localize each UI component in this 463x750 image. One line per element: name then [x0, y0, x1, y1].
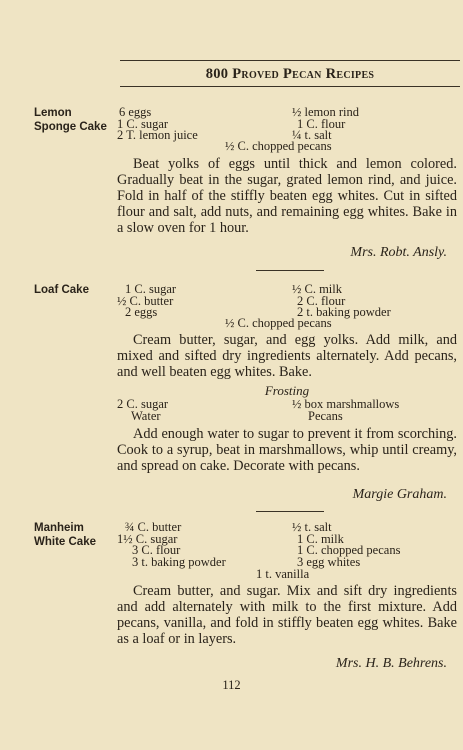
ingredient: 1½ C. sugar [117, 531, 178, 546]
ingredient: 3 t. baking powder [132, 554, 226, 569]
ingredient: 2 t. baking powder [297, 305, 391, 319]
separator [256, 270, 324, 271]
recipe-title-line: Lemon [34, 107, 72, 119]
recipe-instructions: Cream butter, sugar, and egg yolks. Add milk, and mixed and sifted dry ingredients alternately. Add pecans, and well beaten egg whites. Bake. [117, 332, 457, 380]
recipe-title-line: White Cake [34, 536, 96, 548]
ingredient-list-right [292, 522, 400, 568]
frosting-heading: Frosting [264, 383, 310, 398]
ingredient: 3 egg whites [297, 554, 361, 569]
header-rule-top [120, 60, 460, 61]
ingredient: ½ C. butter [117, 293, 174, 308]
ingredient: 2 eggs [125, 305, 158, 319]
ingredient: 2 C. sugar [117, 397, 169, 411]
ingredient: ½ C. milk [292, 282, 343, 296]
ingredient: ¾ C. butter [125, 520, 182, 534]
ingredient-list-left [117, 284, 176, 319]
ingredient-center: ½ C. chopped pecans [225, 139, 332, 153]
ingredient: 2 C. flour [297, 293, 346, 308]
ingredient-center: 1 t. vanilla [256, 567, 310, 581]
recipe-title [34, 283, 89, 297]
ingredient: 1 C. milk [297, 531, 344, 546]
ingredient-list-left [117, 522, 226, 568]
separator [256, 511, 324, 512]
frosting-list-left [117, 399, 168, 422]
ingredient: ¼ t. salt [292, 128, 332, 142]
ingredient: 1 C. sugar [125, 282, 177, 296]
ingredient: 1 C. flour [297, 116, 346, 131]
recipe-title-line: Sponge Cake [34, 121, 107, 133]
ingredient-list-right [292, 107, 359, 142]
running-header: 800 Proved Pecan Recipes [205, 66, 375, 82]
recipe-instructions: Cream butter, and sugar. Mix and sift dry ingredients and add alternately with milk to the first mixture. Add pecans, vanilla, and fold in stiffly beaten egg whites. Bake as a loaf or in layers. [117, 583, 457, 647]
frosting-list-right [292, 399, 399, 422]
ingredient: 6 eggs [119, 105, 152, 119]
ingredient: 1 C. chopped pecans [297, 543, 401, 557]
ingredient: 1 C. sugar [117, 116, 169, 131]
ingredient: ½ box marshmallows [292, 397, 400, 411]
recipe-signature: Margie Graham. [352, 487, 447, 502]
ingredient: 2 T. lemon juice [117, 128, 198, 142]
recipe-instructions: Beat yolks of eggs until thick and lemon colored. Gradually beat in the sugar, grated lemon rind, and juice. Fold in half of the stiffly beaten egg whites. Cut in sifted flour and salt, add nuts, and remaining egg whites. Bake in a slow oven for 1 hour. [117, 156, 457, 236]
ingredient: ½ lemon rind [292, 105, 360, 119]
page-number: 112 [222, 678, 241, 692]
recipe-signature: Mrs. Robt. Ansly. [350, 245, 447, 260]
frosting-instructions: Add enough water to sugar to prevent it from scorching. Cook to a syrup, beat in marshmallows, whip until creamy, and spread on cake. Decorate with pecans. [117, 426, 457, 474]
header-rule-bottom [120, 86, 460, 87]
ingredient: 3 C. flour [132, 543, 181, 557]
ingredient: Water [131, 408, 161, 423]
recipe-title [34, 521, 96, 549]
recipe-title-line: Loaf Cake [34, 284, 89, 296]
ingredient: Pecans [308, 408, 343, 423]
recipe-title-line: Manheim [34, 522, 84, 534]
ingredient-list-right [292, 284, 391, 319]
ingredient-center: ½ C. chopped pecans [225, 316, 332, 330]
ingredient-list-left [117, 107, 198, 142]
recipe-signature: Mrs. H. B. Behrens. [335, 656, 447, 671]
ingredient: ½ t. salt [292, 520, 332, 534]
recipe-title [34, 106, 107, 134]
